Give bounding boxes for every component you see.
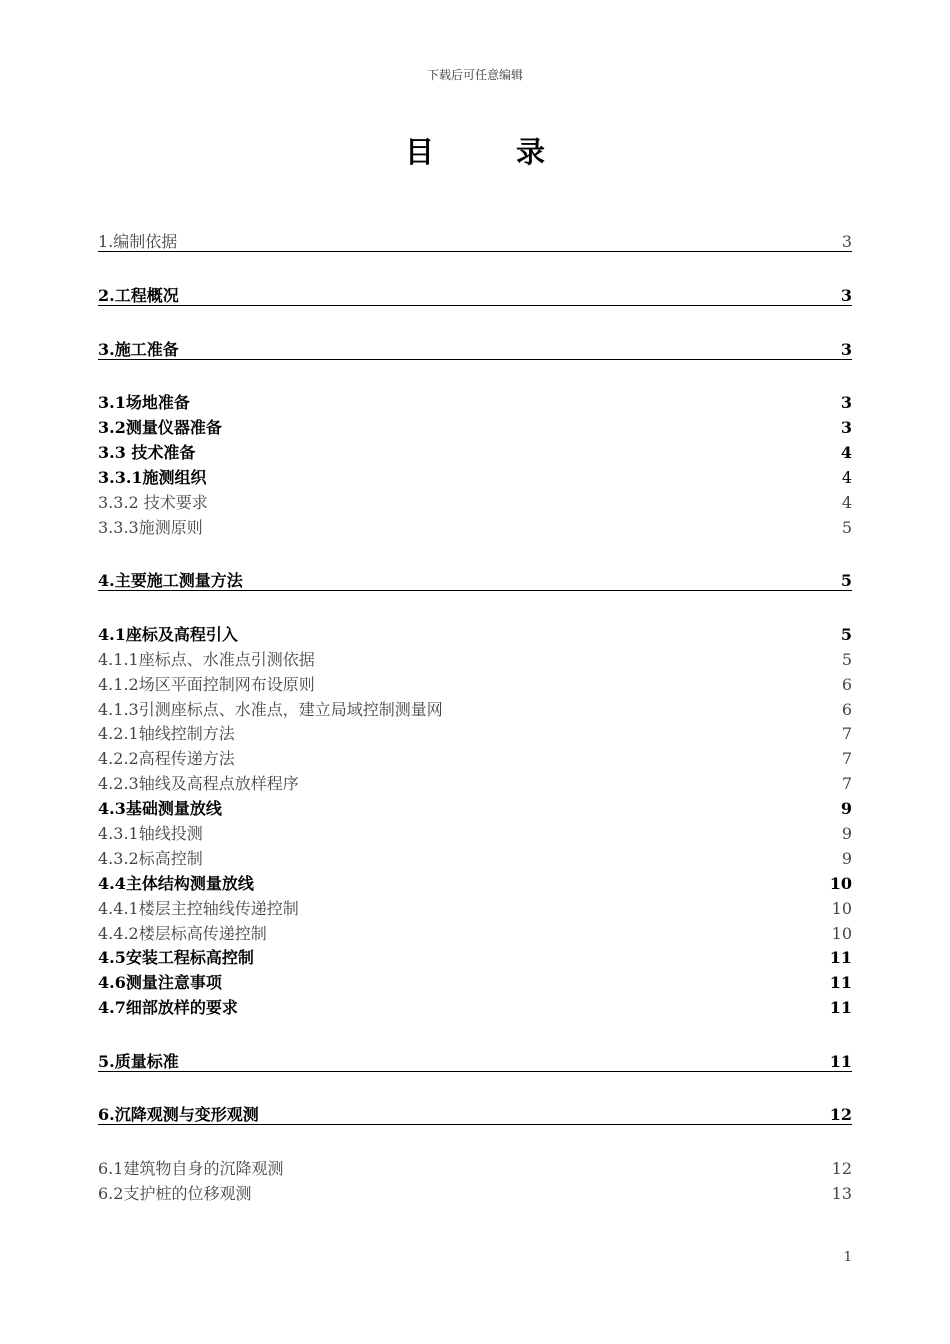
toc-entry[interactable]: 6.沉降观测与变形观测 12 — [98, 1102, 852, 1125]
toc-entry[interactable]: 4.4.1楼层主控轴线传递控制 10 — [98, 899, 852, 918]
toc-entry[interactable]: 4.4.2楼层标高传递控制 10 — [98, 924, 852, 943]
toc-entry[interactable]: 4.6测量注意事项 11 — [98, 973, 852, 992]
toc-entry[interactable]: 4.5安装工程标高控制 11 — [98, 948, 852, 967]
toc-entry[interactable]: 3.3.1施测组织 4 — [98, 468, 852, 487]
toc-entry[interactable]: 6.2支护桩的位移观测 13 — [98, 1184, 852, 1203]
toc-entry[interactable]: 4.2.2高程传递方法 7 — [98, 749, 852, 768]
toc-entry[interactable]: 4.2.3轴线及高程点放样程序 7 — [98, 774, 852, 793]
toc-entry[interactable]: 3.3 技术准备 4 — [98, 443, 852, 462]
toc-entry[interactable]: 6.1建筑物自身的沉降观测 12 — [98, 1159, 852, 1178]
toc-entry[interactable]: 4.3基础测量放线 9 — [98, 799, 852, 818]
header-note: 下载后可任意编辑 — [426, 68, 523, 82]
toc-entry[interactable]: 4.3.1轴线投测 9 — [98, 824, 852, 843]
page-number: 1 — [843, 1250, 852, 1265]
toc-entry[interactable]: 4.2.1轴线控制方法 7 — [98, 724, 852, 743]
toc-entry[interactable]: 4.3.2标高控制 9 — [98, 849, 852, 868]
toc-entry[interactable]: 4.1.1座标点、水准点引测依据 5 — [98, 650, 852, 669]
toc-entry[interactable]: 4.主要施工测量方法 5 — [98, 568, 852, 591]
toc-entry[interactable]: 4.7细部放样的要求 11 — [98, 998, 852, 1017]
toc-entry[interactable]: 4.1.2场区平面控制网布设原则 6 — [98, 675, 852, 694]
toc-entry[interactable]: 5.质量标准 11 — [98, 1049, 852, 1072]
toc-entry[interactable]: 2.工程概况 3 — [98, 283, 852, 306]
toc-entry[interactable]: 3.3.2 技术要求 4 — [98, 493, 852, 512]
toc-entry[interactable]: 4.4主体结构测量放线 10 — [98, 874, 852, 893]
toc-entry[interactable]: 3.2测量仪器准备 3 — [98, 418, 852, 437]
toc-entry[interactable]: 4.1.3引测座标点、水准点，建立局域控制测量网 6 — [98, 700, 852, 719]
toc-entry[interactable]: 3.1场地准备 3 — [98, 393, 852, 412]
toc-entry[interactable]: 4.1座标及高程引入 5 — [98, 625, 852, 644]
toc-entry[interactable]: 3.施工准备 3 — [98, 337, 852, 360]
page-title: 目 录 — [404, 135, 582, 169]
toc-entry[interactable]: 3.3.3施测原则 5 — [98, 518, 852, 537]
toc-entry[interactable]: 1.编制依据 3 — [98, 229, 852, 252]
